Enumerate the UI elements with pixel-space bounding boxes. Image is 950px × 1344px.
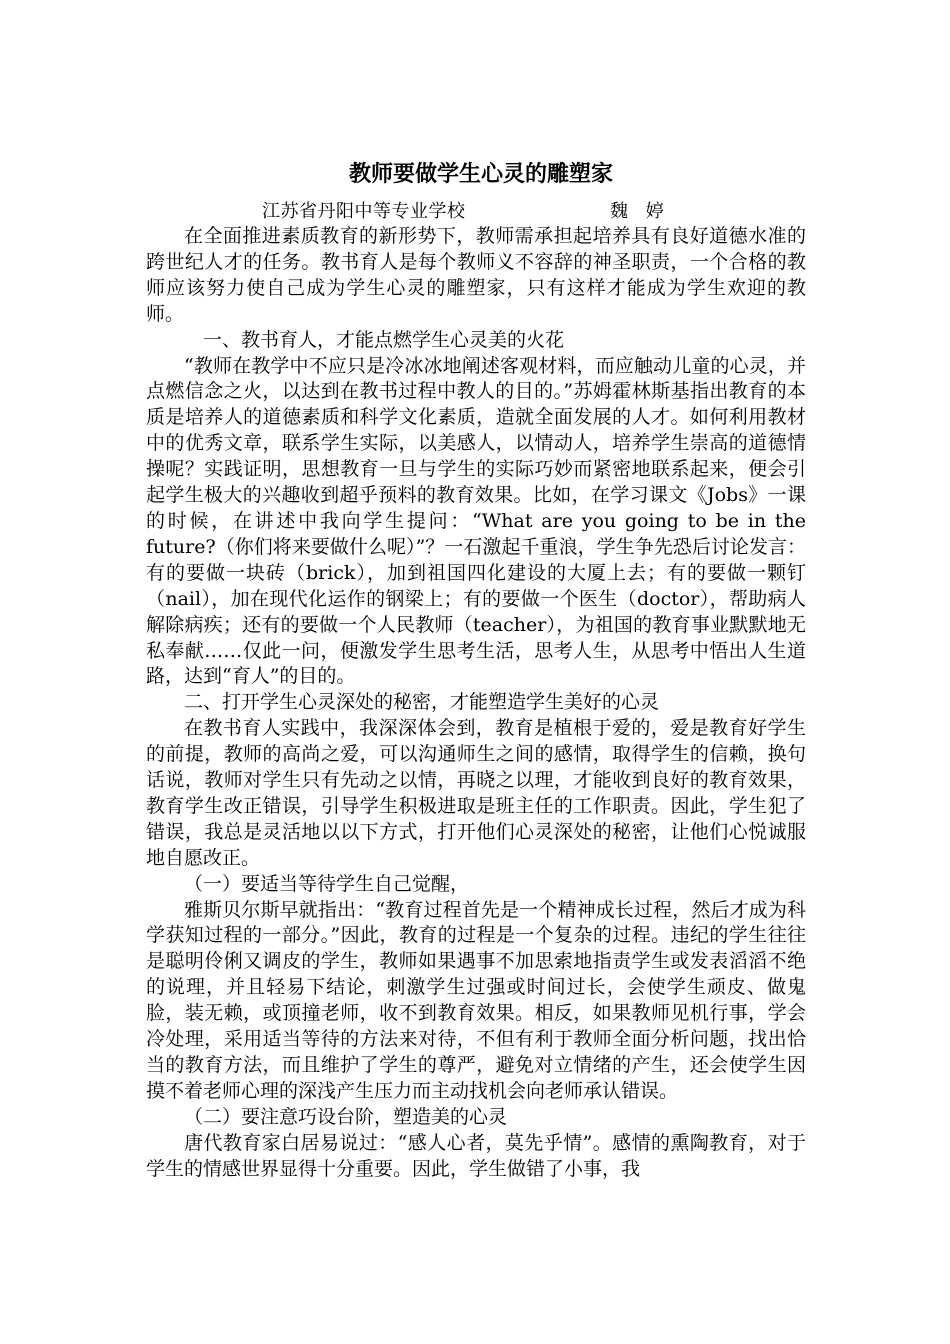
author-name: 魏 婷 [610, 201, 670, 222]
paragraph-intro: 在全面推进素质教育的新形势下，教师需承担起培养具有良好道德水准的跨世纪人才的任务。教书育人是每个教师义不容辞的神圣职责，一个合格的教师应该努力使自己成为学生心灵的雕塑家，只有这样才能成为学生欢迎的教师。 [146, 225, 806, 325]
byline [146, 200, 806, 224]
document-page [146, 160, 806, 1183]
subsection-heading-1: （一）要适当等待学生自己觉醒， [184, 872, 470, 895]
author-school: 江苏省丹阳中等专业学校 [262, 201, 466, 222]
subsection-heading-2: （二）要注意巧设台阶，塑造美的心灵 [184, 1105, 508, 1128]
paragraph-section-2: 在教书育人实践中，我深深体会到，教育是植根于爱的，爱是教育好学生的前提，教师的高尚之爱，可以沟通师生之间的感情，取得学生的信赖，换句话说，教师对学生只有先动之以情，再晓之以理，才能收到良好的教育效果，教育学生改正错误，引导学生积极进取是班主任的工作职责。因此，学生犯了错误，我总是灵活地以以下方式，打开他们心灵深处的秘密，让他们心悦诚服地自愿改正。 [146, 717, 806, 869]
document-title: 教师要做学生心灵的雕塑家 [348, 162, 613, 187]
section-heading-1: 一、教书育人，才能点燃学生心灵美的火花 [203, 328, 565, 351]
paragraph-section-1: “教师在教学中不应只是冷冰冰地阐述客观材料，而应触动儿童的心灵，并点燃信念之火，以达到在教书过程中教人的目的。”苏姆霍林斯基指出教育的本质是培养人的道德素质和科学文化素质，造就全面发展的人才。如何利用教材中的优秀文章，联系学生实际，以美感人，以情动人，培养学生崇高的道德情操呢？实践证明，思想教育一旦与学生的实际巧妙而紧密地联系起来，便会引起学生极大的兴趣收到超乎预料的教育效果。比如，在学习课文《Jobs》一课的时候，在讲述中我向学生提问：“What are you going to be in the future?（你们将来要做什么呢）”？一石激起千重浪，学生争先恐后讨论发言：有的要做一块砖（brick），加到祖国四化建设的大厦上去；有的要做一颗钉（nail），加在现代化运作的钢梁上；有的要做一个医生（doctor），帮助病人解除病疾；还有的要做一个人民教师（teacher），为祖国的教育事业默默地无私奉献……仅此一问，便激发学生思考生活，思考人生，从思考中悟出人生道路，达到“育人”的目的。 [146, 354, 806, 688]
document-body [146, 224, 806, 1183]
paragraph-subsection-2: 唐代教育家白居易说过：“感人心者，莫先乎情”。感情的熏陶教育，对于学生的情感世界显得十分重要。因此，学生做错了小事，我 [146, 1131, 806, 1180]
section-heading-2: 二、打开学生心灵深处的秘密，才能塑造学生美好的心灵 [184, 691, 660, 714]
paragraph-subsection-1: 雅斯贝尔斯早就指出：“教育过程首先是一个精神成长过程，然后才成为科学获知过程的一部分。”因此，教育的过程是一个复杂的过程。违纪的学生往往是聪明伶俐又调皮的学生，教师如果遇事不加思索地指责学生或发表滔滔不绝的说理，并且轻易下结论，刺激学生过强或时间过长，会使学生顽皮、做鬼脸，装无赖，或顶撞老师，收不到教育效果。相反，如果教师见机行事，学会冷处理，采用适当等待的方法来对待，不但有利于教师全面分析问题，找出恰当的教育方法，而且维护了学生的尊严，避免对立情绪的产生，还会使学生因摸不着老师心理的深浅产生压力而主动找机会向老师承认错误。 [146, 898, 806, 1102]
